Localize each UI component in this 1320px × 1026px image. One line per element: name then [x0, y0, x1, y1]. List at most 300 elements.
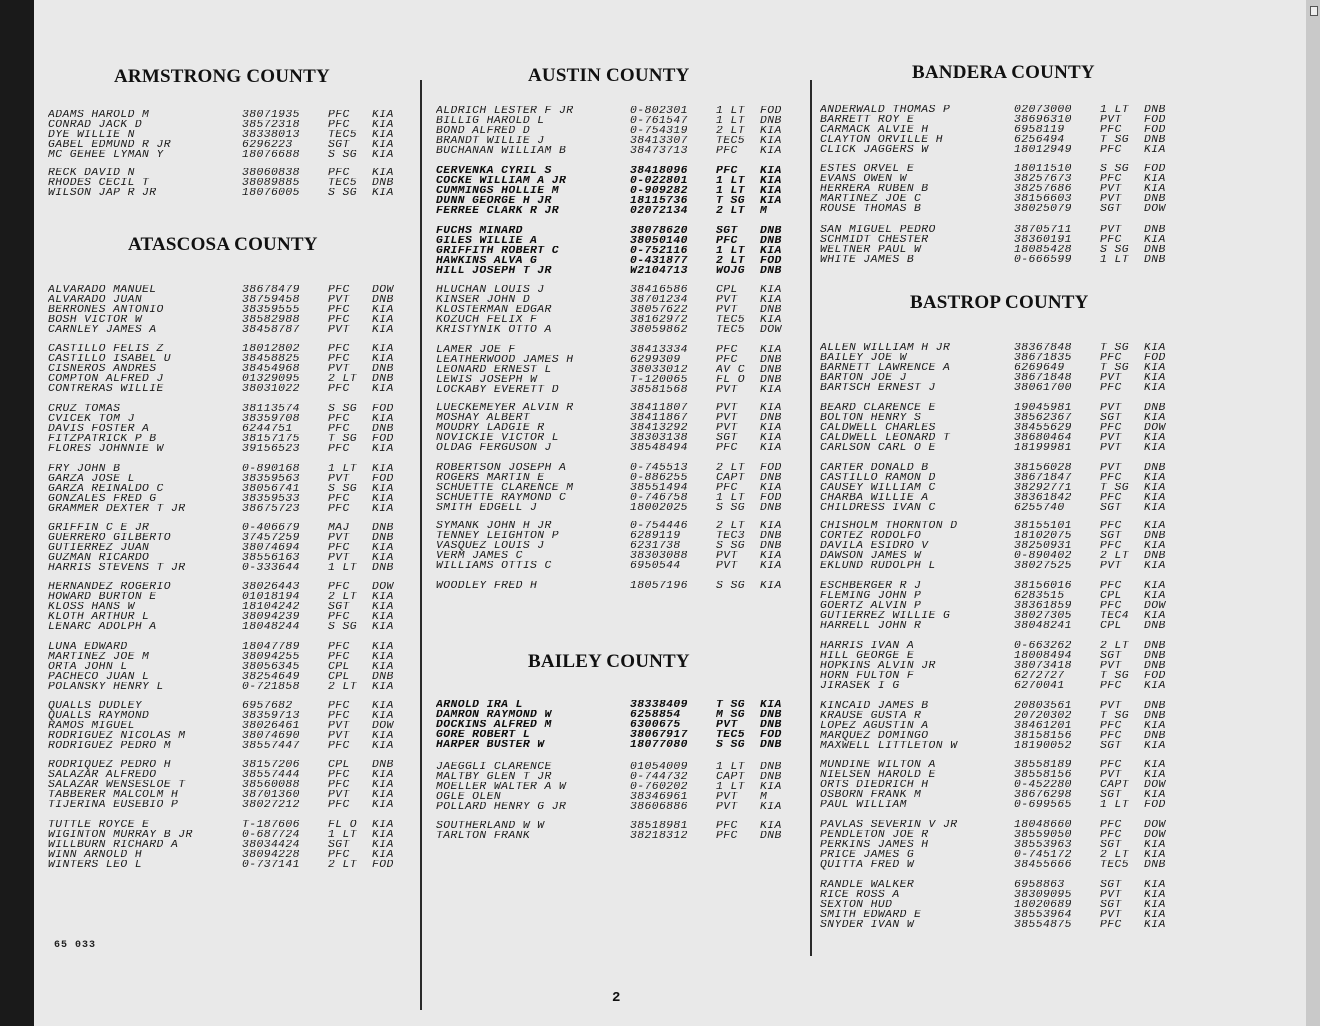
entry-status: KIA [1144, 770, 1166, 780]
column-1 [48, 0, 418, 1026]
entry-group [820, 581, 1210, 631]
entry-serial-number: 38025079 [1014, 204, 1072, 214]
roster-row [436, 315, 808, 325]
entry-name: ANDERWALD THOMAS P [820, 105, 951, 115]
entry-rank: 1 LT [328, 563, 357, 573]
entry-status: DNB [1144, 194, 1166, 204]
entry-name: FUCHS MINARD [436, 226, 523, 236]
entry-rank: 2 LT [716, 463, 745, 473]
entry-rank: CPL [1100, 621, 1122, 631]
roster-row [820, 711, 1210, 721]
entry-serial-number: 18011510 [1014, 164, 1072, 174]
page-edge [1306, 0, 1320, 1026]
entry-status: DNB [760, 531, 782, 541]
entry-serial-number: 0-452280 [1014, 780, 1072, 790]
entry-serial-number: 38361842 [1014, 493, 1072, 503]
entry-rank: S SG [328, 404, 357, 414]
entry-name: RECK DAVID N [48, 168, 135, 178]
entry-name: BERRONES ANTONIO [48, 305, 164, 315]
entry-serial-number: 0-687724 [242, 830, 300, 840]
roster-row [820, 920, 1210, 930]
entry-serial-number: 02072134 [630, 206, 688, 216]
entry-name: CAUSEY WILLIAM C [820, 483, 936, 493]
entry-serial-number: 01329095 [242, 374, 300, 384]
entry-rank: SGT [1100, 531, 1122, 541]
entry-name: HOWARD BURTON E [48, 592, 157, 602]
entry-rank: 2 LT [716, 256, 745, 266]
entry-status: DNB [1144, 711, 1166, 721]
entry-serial-number: 38254649 [242, 672, 300, 682]
entry-serial-number: 38473713 [630, 146, 688, 156]
entry-name: GUERRERO GILBERTO [48, 533, 172, 543]
roster-row [436, 345, 808, 355]
roster-row [48, 404, 418, 414]
entry-rank: PFC [328, 504, 350, 514]
roster-row [48, 364, 418, 374]
roster-row [820, 125, 1210, 135]
entry-serial-number: 38418096 [630, 166, 688, 176]
entry-serial-number: 20720302 [1014, 711, 1072, 721]
entry-name: CASTILLO RAMON D [820, 473, 936, 483]
entry-group [436, 106, 808, 156]
roster-row [820, 503, 1210, 513]
entry-rank: TEC5 [716, 730, 745, 740]
entry-serial-number: 38338409 [630, 700, 688, 710]
entry-status: KIA [372, 711, 394, 721]
entry-status: KIA [1144, 235, 1166, 245]
entry-rank: PFC [328, 315, 350, 325]
entry-serial-number: 38059862 [630, 325, 688, 335]
entry-group [48, 642, 418, 692]
entry-status: KIA [372, 602, 394, 612]
entry-serial-number: 38676298 [1014, 790, 1072, 800]
entry-rank: 2 LT [716, 206, 745, 216]
entry-name: BOLTON HENRY S [820, 413, 922, 423]
entry-status: DNB [372, 364, 394, 374]
roster-row [820, 363, 1210, 373]
roster-row [48, 414, 418, 424]
county-heading: BANDERA COUNTY [912, 62, 1095, 83]
entry-status: KIA [760, 423, 782, 433]
entry-serial-number: 38027212 [242, 800, 300, 810]
entry-status: DNB [1144, 403, 1166, 413]
entry-rank: PVT [328, 721, 350, 731]
entry-rank: S SG [716, 581, 745, 591]
roster-row [436, 443, 808, 453]
entry-group [48, 582, 418, 632]
roster-row [48, 622, 418, 632]
entry-name: HERNANDEZ ROGERIO [48, 582, 172, 592]
entry-group [436, 581, 808, 591]
entry-rank: 2 LT [1100, 850, 1129, 860]
entry-name: GRAMMER DEXTER T JR [48, 504, 186, 514]
entry-name: LOCKABY EVERETT D [436, 385, 560, 395]
roster-row [820, 383, 1210, 393]
entry-rank: SGT [1100, 651, 1122, 661]
roster-row [436, 473, 808, 483]
entry-rank: PFC [1100, 383, 1122, 393]
entry-rank: 1 LT [328, 464, 357, 474]
roster-row [820, 850, 1210, 860]
entry-group [436, 403, 808, 453]
entry-serial-number: 38060838 [242, 168, 300, 178]
entry-rank: CPL [716, 285, 738, 295]
roster-row [820, 235, 1210, 245]
entry-serial-number: 38557444 [242, 770, 300, 780]
entry-name: ROGERS MARTIN E [436, 473, 545, 483]
entry-status: DNB [372, 533, 394, 543]
entry-rank: PFC [328, 120, 350, 130]
entry-rank: SGT [1100, 741, 1122, 751]
entry-status: KIA [1144, 503, 1166, 513]
entry-serial-number: 38560088 [242, 780, 300, 790]
roster-row [820, 860, 1210, 870]
entry-rank: PFC [1100, 353, 1122, 363]
roster-row [820, 493, 1210, 503]
roster-row [820, 135, 1210, 145]
entry-rank: CAPT [1100, 780, 1129, 790]
entry-rank: T SG [1100, 671, 1129, 681]
entry-name: HERRERA RUBEN B [820, 184, 929, 194]
column-divider-2 [810, 80, 812, 956]
entry-status: KIA [760, 295, 782, 305]
entry-name: FERREE CLARK R JR [436, 206, 560, 216]
entry-serial-number: 0-886255 [630, 473, 688, 483]
entry-serial-number: 0-022801 [630, 176, 688, 186]
entry-serial-number: 38026461 [242, 721, 300, 731]
entry-serial-number: 0-666599 [1014, 255, 1072, 265]
entry-status: DNB [1144, 245, 1166, 255]
roster-row [820, 611, 1210, 621]
entry-rank: PVT [328, 295, 350, 305]
entry-status: DNB [760, 541, 782, 551]
entry-name: OGLE OLEN [436, 792, 502, 802]
entry-name: FLORES JOHNNIE W [48, 444, 164, 454]
entry-status: KIA [372, 325, 394, 335]
roster-row [820, 820, 1210, 830]
entry-status: DNB [760, 355, 782, 365]
entry-name: KINSER JOHN D [436, 295, 531, 305]
entry-rank: SGT [1100, 840, 1122, 850]
entry-status: KIA [1144, 790, 1166, 800]
roster-row [48, 374, 418, 384]
entry-status: KIA [372, 414, 394, 424]
entry-rank: PVT [328, 553, 350, 563]
entry-rank: PFC [328, 770, 350, 780]
roster-row [820, 145, 1210, 155]
entry-status: KIA [760, 782, 782, 792]
entry-status: FOD [760, 106, 782, 116]
entry-serial-number: 6950544 [630, 561, 681, 571]
entry-group [820, 760, 1210, 810]
entry-rank: PFC [1100, 493, 1122, 503]
roster-row [48, 150, 418, 160]
entry-serial-number: 38557447 [242, 741, 300, 751]
entry-rank: PFC [1100, 820, 1122, 830]
entry-name: RAMOS MIGUEL [48, 721, 135, 731]
entry-serial-number: 18076688 [242, 150, 300, 160]
entry-status: DNB [760, 710, 782, 720]
entry-rank: PVT [1100, 194, 1122, 204]
entry-status: KIA [760, 345, 782, 355]
entry-serial-number: 18002025 [630, 503, 688, 513]
entry-rank: PFC [328, 850, 350, 860]
entry-rank: PFC [1100, 601, 1122, 611]
entry-status: KIA [760, 196, 782, 206]
entry-name: VASQUEZ LOUIS J [436, 541, 545, 551]
entry-status: DNB [1144, 255, 1166, 265]
roster-row [48, 474, 418, 484]
entry-serial-number: 0-663262 [1014, 641, 1072, 651]
entry-status: DNB [372, 563, 394, 573]
entry-status: DNB [760, 413, 782, 423]
entry-rank: WOJG [716, 266, 745, 276]
roster-row [820, 880, 1210, 890]
entry-status: KIA [372, 553, 394, 563]
entry-rank: CPL [1100, 591, 1122, 601]
entry-status: DNB [1144, 135, 1166, 145]
entry-serial-number: 6958119 [1014, 125, 1065, 135]
roster-row [436, 226, 808, 236]
entry-rank: AV C [716, 365, 745, 375]
entry-rank: PVT [1100, 443, 1122, 453]
entry-name: MARTINEZ JOE C [820, 194, 922, 204]
entry-rank: T SG [1100, 363, 1129, 373]
roster-row [436, 325, 808, 335]
county-heading: ATASCOSA COUNTY [128, 234, 318, 255]
roster-row [48, 464, 418, 474]
entry-status: KIA [372, 315, 394, 325]
entry-serial-number: 38303138 [630, 433, 688, 443]
entry-serial-number: 38582988 [242, 315, 300, 325]
entry-status: DNB [760, 503, 782, 513]
entry-status: KIA [372, 444, 394, 454]
entry-name: WOODLEY FRED H [436, 581, 538, 591]
roster-row [48, 130, 418, 140]
entry-serial-number: 38359533 [242, 494, 300, 504]
entry-rank: PFC [1100, 721, 1122, 731]
entry-status: KIA [760, 146, 782, 156]
entry-group [436, 762, 808, 812]
entry-serial-number: 38156028 [1014, 463, 1072, 473]
entry-name: BARTSCH ERNEST J [820, 383, 936, 393]
entry-status: DNB [760, 116, 782, 126]
entry-status: KIA [372, 130, 394, 140]
entry-rank: PVT [716, 551, 738, 561]
entry-name: GILES WILLIE A [436, 236, 538, 246]
entry-status: KIA [372, 504, 394, 514]
roster-row [436, 821, 808, 831]
entry-rank: SGT [1100, 503, 1122, 513]
roster-row [48, 563, 418, 573]
entry-name: SALAZAR ALFREDO [48, 770, 157, 780]
entry-serial-number: 38027305 [1014, 611, 1072, 621]
entry-name: MARQUEZ DOMINGO [820, 731, 929, 741]
entry-rank: PFC [716, 345, 738, 355]
entry-group [436, 821, 808, 841]
entry-rank: PVT [716, 403, 738, 413]
entry-serial-number: 38026443 [242, 582, 300, 592]
entry-status: KIA [372, 652, 394, 662]
entry-name: NOVICKIE VICTOR L [436, 433, 560, 443]
entry-name: BAILEY JOE W [820, 353, 907, 363]
entry-rank: PVT [716, 423, 738, 433]
entry-rank: PFC [1100, 681, 1122, 691]
roster-row [48, 188, 418, 198]
roster-row [820, 413, 1210, 423]
entry-serial-number: 0-406679 [242, 523, 300, 533]
entry-rank: PVT [1100, 561, 1122, 571]
entry-serial-number: 38074694 [242, 543, 300, 553]
entry-status: KIA [372, 701, 394, 711]
entry-status: KIA [1144, 363, 1166, 373]
entry-serial-number: 18020689 [1014, 900, 1072, 910]
entry-group [820, 463, 1210, 513]
entry-name: BOND ALFRED D [436, 126, 531, 136]
entry-rank: SGT [1100, 900, 1122, 910]
entry-rank: PFC [1100, 145, 1122, 155]
entry-status: KIA [372, 110, 394, 120]
entry-rank: S SG [716, 740, 745, 750]
entry-rank: PFC [1100, 920, 1122, 930]
entry-rank: 1 LT [716, 116, 745, 126]
roster-row [436, 433, 808, 443]
entry-serial-number: 6283515 [1014, 591, 1065, 601]
entry-rank: PFC [1100, 830, 1122, 840]
entry-name: KINCAID JAMES B [820, 701, 929, 711]
entry-serial-number: 0-737141 [242, 860, 300, 870]
roster-row [820, 661, 1210, 671]
entry-name: BRANDT WILLIE J [436, 136, 545, 146]
entry-rank: PFC [328, 305, 350, 315]
entry-serial-number: 18077080 [630, 740, 688, 750]
entry-group [48, 344, 418, 394]
entry-serial-number: 38156016 [1014, 581, 1072, 591]
entry-status: DNB [760, 831, 782, 841]
entry-status: KIA [1144, 900, 1166, 910]
roster-row [436, 355, 808, 365]
entry-name: NIELSEN HAROLD E [820, 770, 936, 780]
entry-name: WIGINTON MURRAY B JR [48, 830, 193, 840]
entry-serial-number: 01018194 [242, 592, 300, 602]
roster-row [436, 423, 808, 433]
roster-row [436, 463, 808, 473]
roster-row [436, 413, 808, 423]
roster-row [436, 802, 808, 812]
entry-status: KIA [760, 443, 782, 453]
roster-row [48, 592, 418, 602]
entry-serial-number: 38671847 [1014, 473, 1072, 483]
entry-name: GRIFFIN C E JR [48, 523, 150, 533]
entry-serial-number: 38257686 [1014, 184, 1072, 194]
roster-row [436, 831, 808, 841]
roster-row [820, 423, 1210, 433]
entry-rank: PFC [716, 831, 738, 841]
entry-name: LUECKEMEYER ALVIN R [436, 403, 574, 413]
roster-row [436, 106, 808, 116]
entry-rank: PFC [328, 652, 350, 662]
entry-rank: PVT [716, 385, 738, 395]
entry-name: FRY JOHN B [48, 464, 121, 474]
entry-group [436, 521, 808, 571]
entry-name: ALVARADO MANUEL [48, 285, 157, 295]
entry-group [436, 166, 808, 216]
entry-serial-number: 38558156 [1014, 770, 1072, 780]
entry-serial-number: 39156523 [242, 444, 300, 454]
entry-rank: S SG [1100, 245, 1129, 255]
entry-rank: 1 LT [1100, 105, 1129, 115]
roster-row [48, 721, 418, 731]
entry-serial-number: 0-754319 [630, 126, 688, 136]
entry-status: DNB [760, 473, 782, 483]
entry-status: KIA [372, 543, 394, 553]
roster-row [436, 700, 808, 710]
roster-row [48, 434, 418, 444]
entry-name: PAVLAS SEVERIN V JR [820, 820, 958, 830]
entry-name: SALAZAR WENSESLOE T [48, 780, 186, 790]
entry-name: BARRETT ROY E [820, 115, 915, 125]
entry-status: KIA [760, 581, 782, 591]
entry-rank: S SG [328, 622, 357, 632]
entry-serial-number: 38553964 [1014, 910, 1072, 920]
entry-name: WINTERS LEO L [48, 860, 143, 870]
entry-rank: 2 LT [328, 374, 357, 384]
entry-rank: PVT [1100, 184, 1122, 194]
roster-row [820, 641, 1210, 651]
entry-status: FOD [372, 474, 394, 484]
entry-rank: PFC [1100, 235, 1122, 245]
entry-status: DNB [372, 295, 394, 305]
entry-serial-number: 38360191 [1014, 235, 1072, 245]
roster-row [820, 760, 1210, 770]
entry-status: KIA [760, 700, 782, 710]
roster-row [436, 266, 808, 276]
roster-row [436, 521, 808, 531]
entry-group [48, 701, 418, 751]
county-heading: AUSTIN COUNTY [528, 65, 690, 86]
entry-status: FOD [372, 434, 394, 444]
entry-status: FOD [1144, 115, 1166, 125]
roster-row [820, 483, 1210, 493]
roster-row [820, 701, 1210, 711]
entry-serial-number: 38027525 [1014, 561, 1072, 571]
entry-status: DNB [1144, 105, 1166, 115]
roster-row [48, 820, 418, 830]
entry-status: KIA [372, 741, 394, 751]
entry-status: DNB [760, 305, 782, 315]
entry-name: CONTRERAS WILLIE [48, 384, 164, 394]
entry-name: MOSHAY ALBERT [436, 413, 531, 423]
entry-serial-number: 38548494 [630, 443, 688, 453]
entry-name: WILLIAMS OTTIS C [436, 561, 552, 571]
entry-name: LEWIS JOSEPH W [436, 375, 538, 385]
roster-row [436, 531, 808, 541]
roster-row [48, 523, 418, 533]
roster-row [48, 315, 418, 325]
entry-rank: PVT [1100, 661, 1122, 671]
entry-name: MC GEHEE LYMAN Y [48, 150, 164, 160]
entry-name: CARTER DONALD B [820, 463, 929, 473]
entry-status: DNB [760, 762, 782, 772]
entry-name: GORE ROBERT L [436, 730, 531, 740]
entry-rank: SGT [1100, 204, 1122, 214]
entry-group [48, 523, 418, 573]
entry-name: TIJERINA EUSEBIO P [48, 800, 179, 810]
roster-row [48, 642, 418, 652]
entry-name: LAMER JOE F [436, 345, 516, 355]
entry-serial-number: 38675723 [242, 504, 300, 514]
entry-status: KIA [1144, 373, 1166, 383]
